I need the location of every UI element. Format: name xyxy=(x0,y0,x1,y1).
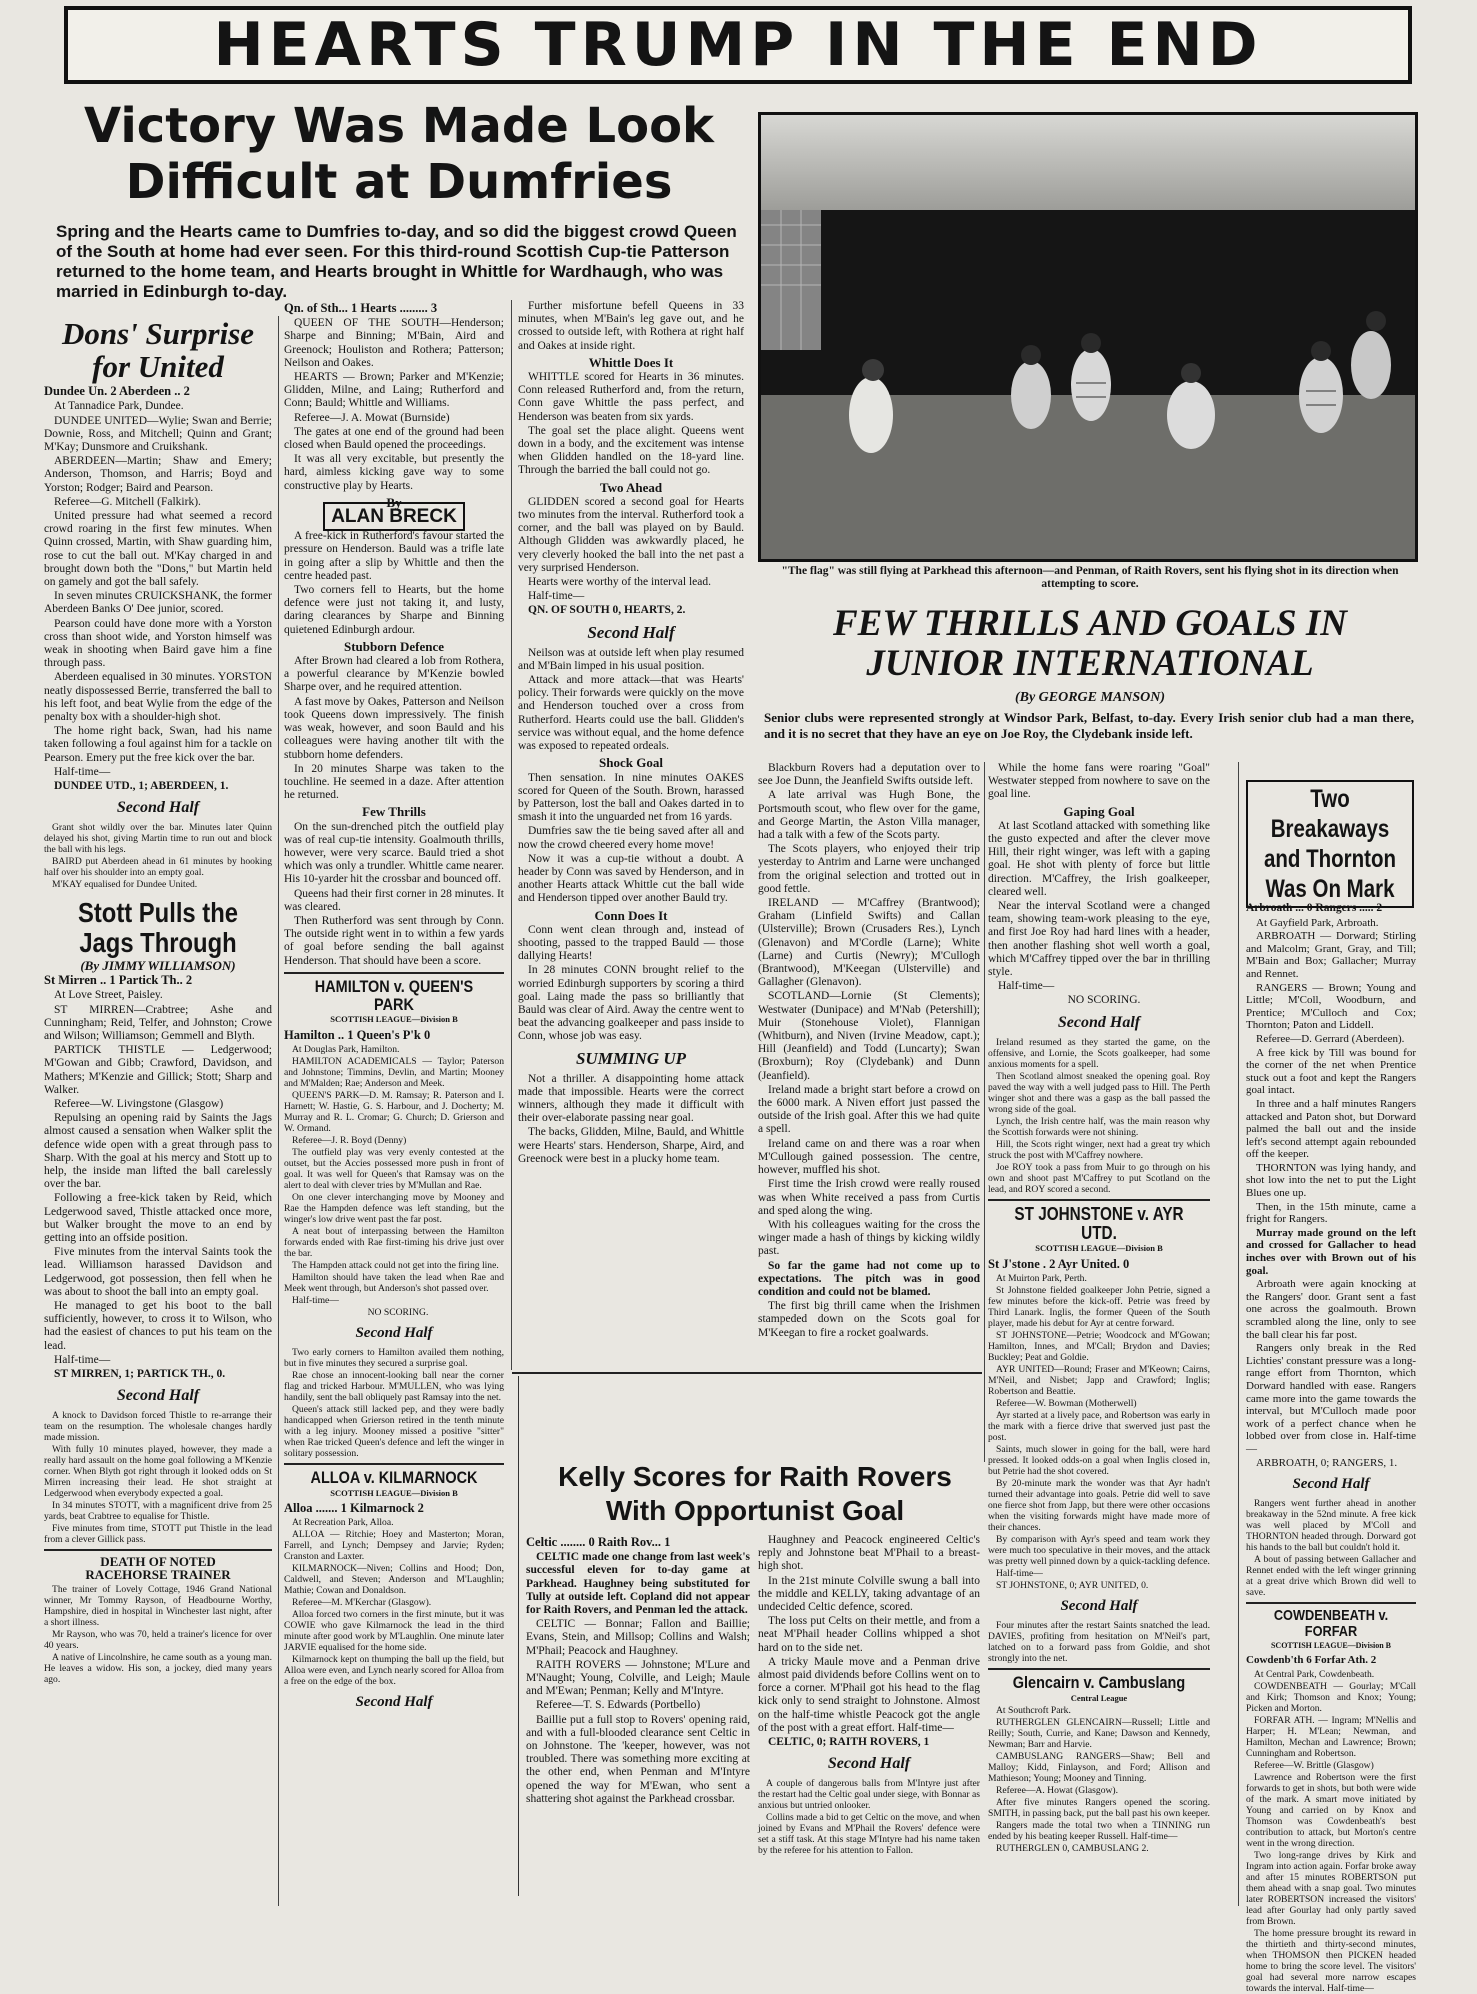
lead-p8: On the sun-drenched pitch the outfield play was of real cup-tie intensity. Goalmouth thrills, however, were very scarce. Bauld tried a shot which was only a trundler. Whittle came nearer. His 10-yarder hit the crossbar and bounced off. xyxy=(284,820,504,886)
kelly-column-2 xyxy=(758,1534,980,1906)
column-rule xyxy=(278,316,279,1906)
hamilton-p1: At Douglas Park, Hamilton. xyxy=(292,1043,400,1055)
johnstone-p3: ST JOHNSTONE—Petrie; Woodcock and M'Gowan; Hamilton, Innes, and M'Call; Brydon and Davies; Buckley; Peat and Goldie. xyxy=(988,1329,1210,1363)
lead-author: ALAN BRECK xyxy=(323,502,465,531)
breakaways-p5: A free kick by Till was bound for the corner of the net when Prentice stuck out a foot and kept the Rangers goal intact. xyxy=(1246,1046,1416,1097)
alloa-p1: At Recreation Park, Alloa. xyxy=(292,1517,394,1529)
lead-subhead-stubborn: Stubborn Defence xyxy=(343,638,445,654)
cowdenbeath-p2: COWDENBEATH — Gourlay; M'Call and Kirk; Thomson and Knox; Young; Picken and Morton. xyxy=(1246,1680,1416,1714)
lead-p18: Neilson was at outside left when play resumed and M'Bain limped in his usual position. xyxy=(518,646,744,672)
breakaways-headline-line-3: Was On Mark xyxy=(1265,875,1395,903)
divider xyxy=(988,1668,1210,1670)
junior-p10: So far the game had not come up to expectations. The pitch was in good condition and could not be blamed. xyxy=(758,1259,980,1298)
column-2 xyxy=(284,300,504,1906)
stott-headline-line-1: Stott Pulls the xyxy=(77,897,238,929)
johnstone-p6: Ayr started at a lively pace, and Robertson was early in the mark with a fierce drive that swerved just past the post. xyxy=(988,1409,1210,1443)
breakaways-p12: ARBROATH, 0; RANGERS, 1. xyxy=(1256,1456,1398,1469)
stott-subhead: Second Half xyxy=(116,1387,200,1405)
johnstone-p4: AYR UNITED—Round; Fraser and M'Keown; Cairns, M'Neil, and Nisbet; Japp and Crawford; Inglis; Robertson and Beattie. xyxy=(988,1363,1210,1397)
alloa-p5: Alloa forced two corners in the first minute, but it was COWIE who gave Kilmarnock the lead in the third minute after good work by M'Laughlin. One minute later JARVIE equalised for the home side. xyxy=(284,1609,504,1654)
glencairn-p2: RUTHERGLEN GLENCAIRN—Russell; Little and Reilly; South, Currie, and Kane; Dawson and Kennedy, Newman; Barr and Harvie. xyxy=(988,1716,1210,1750)
junior-p21: Joe ROY took a pass from Muir to go through on his own and shoot past M'Caffrey to put Scotland on the lead, and ROY scored a second. xyxy=(988,1161,1210,1195)
hamilton-p8: The Hampden attack could not get into the firing line. xyxy=(292,1259,499,1271)
stott-p9: Half-time— xyxy=(54,1353,111,1366)
breakaways-p3: RANGERS — Brown; Young and Little; M'Coll, Woodburn, and Prentice; M'Culloch and Cox; Thornton; Paton and Liddell. xyxy=(1246,981,1416,1032)
lead-p26: The backs, Glidden, Milne, Bauld, and Whittle were Hearts' stars. Henderson, Sharpe, Aird, and Greenock were best in a plucky home team. xyxy=(518,1126,744,1165)
stott-p10: ST MIRREN, 1; PARTICK TH., 0. xyxy=(54,1368,226,1381)
hamilton-p6: On one clever interchanging move by Mooney and Rae the Hampden defence was left standing, but the winger's low drive went past the far post. xyxy=(284,1191,504,1225)
lead-p4: Two corners fell to Hearts, but the home defence were just not taking it, and lusty, daring clearances by Sharpe and Binning quietened Edinburgh ardour. xyxy=(284,584,504,636)
stott-p11: A knock to Davidson forced Thistle to re-arrange their team on the resumption. The wholesale changes hardly made mission. xyxy=(44,1410,272,1444)
lead-p17: QN. OF SOUTH 0, HEARTS, 2. xyxy=(528,604,686,617)
kelly-headline xyxy=(520,1460,990,1528)
hamilton-p11: NO SCORING. xyxy=(367,1306,429,1318)
breakaways-p13: Rangers went further ahead in another breakaway in the 52nd minute. A free kick was well placed by M'Coll and THORNTON headed through. Dorward got his hands to the ball but couldn't hold it. xyxy=(1246,1498,1416,1554)
lead-p3: A free-kick in Rutherford's favour started the pressure on Henderson. Bauld was a trifle late in going after a slip by Whittle and then the centre headed past. xyxy=(284,530,504,582)
stott-p2: ST MIRREN—Crabtree; Ashe and Cunningham; Reid, Telfer, and Johnston; Crowe and Wilson; Williamson; Gemmell and Blyth. xyxy=(44,1003,272,1042)
lead-subhead-summing: SUMMING UP xyxy=(575,1048,687,1068)
junior-p17: Ireland resumed as they started the game, on the offensive, and Lornie, the Scots goalkeeper, had some anxious moments for a spell. xyxy=(988,1036,1210,1070)
junior-p2: A late arrival was Hugh Bone, the Portsmouth scout, who flew over for the game, and George Martin, the Aston Villa manager, had a talk with a few of the Scots party. xyxy=(758,789,980,842)
dons-p11: DUNDEE UTD., 1; ABERDEEN, 1. xyxy=(54,779,229,792)
stott-p8: He managed to get his boot to the ball sufficiently, however, to cross it to Wilson, who had the easiest of chances to put his team on the lead. xyxy=(44,1300,272,1352)
alloa-subhead: Second Half xyxy=(355,1694,433,1711)
stott-p7: Five minutes from the interval Saints took the lead. Williamson harassed Davidson and Ledgerwood, got possession, then fell when he was about to shoot the ball into an empty goal. xyxy=(44,1246,272,1298)
breakaways-p4: Referee—D. Gerrard (Aberdeen). xyxy=(1256,1032,1405,1045)
junior-p14: Near the interval Scotland were a changed team, showing team-work pleasing to the eye, and first Joe Roy had hard lines with a header, then another flashing shot well worth a goal, which M'Caffrey tipped over the bar in thrilling style. xyxy=(988,900,1210,979)
lead-p12: WHITTLE scored for Hearts in 36 minutes. Conn released Rutherford and, from the return, Conn gave Whittle the pass perfect, and Henderson was beaten from six yards. xyxy=(518,371,744,423)
lead-p9: Queens had their first corner in 28 minutes. It was cleared. xyxy=(284,887,504,913)
kelly-column-1 xyxy=(526,1534,750,1906)
glencairn-p3: CAMBUSLANG RANGERS—Shaw; Bell and Malloy; Kidd, Finlayson, and Ford; Allison and Mathieson; Young; Mooney and Tinning. xyxy=(988,1750,1210,1784)
lead-p10: Then Rutherford was sent through by Conn. The outside right went in to within a few yards of goal before sending the ball against Henderson. That should have been a score. xyxy=(284,914,504,967)
breakaways-p9: Murray made ground on the left and crossed for Gallacher to head inches over with Brown out of his goal. xyxy=(1246,1226,1416,1277)
dons-score: Dundee Un. 2 Aberdeen .. 2 xyxy=(44,384,190,399)
junior-p3: The Scots players, who enjoyed their trip yesterday to Antrim and Larne were unchanged from the original selection and trotted out in good fettle. xyxy=(758,843,980,895)
kelly-p12: Collins made a bid to get Celtic on the move, and when joined by Evans and M'Phail the Rovers' defence were set a stiff task. At this stage M'Intyre had his name taken by the referee for his attention to Fallon. xyxy=(758,1812,980,1857)
stott-p5: Repulsing an opening raid by Saints the Jags almost caused a sensation when Walker split the defence wide open with a great through pass to Sharp. With the goal at his mercy and Stott up to help, the inside man lifted the ball carelessly over the bar. xyxy=(44,1112,272,1191)
column-rule xyxy=(511,300,512,1370)
column-rule xyxy=(518,1376,519,1896)
lead-subhead-conn: Conn Does It xyxy=(594,907,668,923)
column-3 xyxy=(518,300,744,1370)
kelly-subhead: Second Half xyxy=(827,1755,911,1773)
dons-p12: Grant shot wildly over the bar. Minutes later Quinn delayed his shot, giving Martin time to run out and block the ball with his legs. xyxy=(44,822,272,856)
lead-p1: The gates at one end of the ground had been closed when Bauld opened the proceedings. xyxy=(284,425,504,452)
column-6 xyxy=(1246,900,1416,1994)
lead-p11: Further misfortune befell Queens in 33 minutes, when M'Bain's leg gave out, and he crossed to outside left, with Rothera at right half and Oakes at inside right. xyxy=(518,300,744,352)
johnstone-p9: By comparison with Ayr's speed and team work they were much too speculative in their moves, and the attack was pretty well pinned down by a quick-tackling defence. xyxy=(988,1533,1210,1567)
column-4 xyxy=(758,762,980,1462)
glencairn-p6: Rangers made the total two when a TINNING run ended by his beating keeper Russell. Half-time— xyxy=(988,1819,1210,1842)
stott-p3: PARTICK THISTLE — Ledgerwood; M'Gowan and Gibb; Crawford, Davidson, and Mathers; M'Kenzie and Gillick; Stott; Sharp and Walker. xyxy=(44,1044,272,1096)
hamilton-p12: Two early corners to Hamilton availed them nothing, but in five minutes they secured a surprise goal. xyxy=(284,1346,504,1369)
junior-p18: Then Scotland almost sneaked the opening goal. Roy paved the way with a well judged pass to Hill. The Perth winger shot and there was a gasp as the ball passed the wrong side of the goal. xyxy=(988,1070,1210,1115)
lead-p6: A fast move by Oakes, Patterson and Neilson took Queens down impressively. The finish was weak, however, and soon Bauld and his colleagues were having another tilt with the stubborn home defenders. xyxy=(284,695,504,761)
death-p1: The trainer of Lovely Cottage, 1946 Grand National winner, Mr Tommy Rayson, of Headbourne Worthy, Hampshire, died in hospital in Winchester last night, after a short illness. xyxy=(44,1583,272,1628)
lead-subhead-second: Second Half xyxy=(587,622,675,642)
junior-p1: Blackburn Rovers had a deputation over to see Joe Dunn, the Jeanfield Swifts outside left. xyxy=(758,762,980,788)
alloa-p6: Kilmarnock kept on thumping the ball up the field, but Alloa were even, and Lynch nearly scored for Alloa from a free on the edge of the box. xyxy=(284,1654,504,1688)
stott-score: St Mirren .. 1 Partick Th.. 2 xyxy=(44,973,193,988)
dons-p2: DUNDEE UNITED—Wylie; Swan and Berrie; Downie, Ross, and Mitchell; Quinn and Grant; M'Kay; Dunsmore and Cruikshank. xyxy=(44,414,272,453)
junior-p9: With his colleagues waiting for the cross the winger made a hash of things by kicking wildly past. xyxy=(758,1218,980,1258)
section-rule xyxy=(512,1372,982,1374)
junior-p11: The first big thrill came when the Irishmen stampeded down on the Scots goal for M'Keegan to fire a rocket goalwards. xyxy=(758,1300,980,1339)
column-5 xyxy=(988,762,1210,1906)
death-headline-line-1: DEATH OF NOTED xyxy=(100,1554,216,1570)
death-p2: Mr Rayson, who was 70, held a trainer's licence for over 40 years. xyxy=(44,1628,272,1651)
johnstone-p10: Half-time— xyxy=(996,1567,1043,1579)
dons-p5: United pressure had what seemed a record crowd roaring in the first few minutes. When Quinn crossed, Martin, with Shaw guarding him, rose to cut the ball out. M'Kay charged in and brought down both the "Dons," but Martin held on gamely and got the ball safely. xyxy=(44,509,272,588)
divider xyxy=(284,1463,504,1465)
cowdenbeath-league: SCOTTISH LEAGUE—Division B xyxy=(1270,1640,1392,1650)
dons-p6: In seven minutes CRUICKSHANK, the former Aberdeen Banks O' Dee junior, scored. xyxy=(44,590,272,616)
hamilton-league: SCOTTISH LEAGUE—Division B xyxy=(330,1014,458,1025)
junior-subhead-gaping: Gaping Goal xyxy=(1063,803,1135,819)
johnstone-p5: Referee—W. Bowman (Motherwell) xyxy=(996,1397,1137,1409)
column-rule xyxy=(984,762,985,1462)
kelly-p10: CELTIC, 0; RAITH ROVERS, 1 xyxy=(768,1736,930,1749)
johnstone-p11: ST JOHNSTONE, 0; AYR UNITED, 0. xyxy=(996,1579,1149,1591)
alloa-p2: ALLOA — Ritchie; Hoey and Masterton; Moran, Farrell, and Lynch; Dempsey and Jarvie; Ryden; Cranston and Laxter. xyxy=(284,1529,504,1563)
lead-p24: In 28 minutes CONN brought relief to the worried Edinburgh supporters by scoring a third goal. Laing made the pass so brilliantly that Bauld was clear of Aird. Away the centre went to beat the advancing goalkeeper and pass inside to Conn, whose job was easy. xyxy=(518,964,744,1043)
johnstone-subhead: Second Half xyxy=(1060,1597,1138,1614)
junior-headline-line-1: FEW THRILLS AND GOALS IN xyxy=(833,603,1347,644)
cowdenbeath-p5: Lawrence and Robertson were the first forwards to get in shots, but both were wide of the mark. A smart move initiated by Young and carried on by Knox and Thomson was Cowdenbeath's best contribution to attack, but Morton's centre went in the wrong direction. xyxy=(1246,1771,1416,1849)
stott-p1: At Love Street, Paisley. xyxy=(54,989,163,1002)
lead-teams: QUEEN OF THE SOUTH—Henderson; Sharpe and Binning; M'Bain, Aird and Greenock; Houliston and Rothera; Patterson; Neilson and Oakes. xyxy=(284,317,504,369)
hamilton-p14: Queen's attack still lacked pep, and they were badly handicapped when Grierson retired in the tenth minute with a leg injury. Mooney missed a positive "sitter" when Rae tricked Queen's defence and left the winger in solitary possession. xyxy=(284,1403,504,1459)
kelly-p1: CELTIC made one change from last week's successful eleven for to-day game at Parkhead. Haughney being substituted for Tully at outside left. Copland did not appear for Raith Rovers, and Penman led the attack. xyxy=(526,1551,750,1617)
dons-p9: The home right back, Swan, had his name taken following a foul against him for a tackle on Pearson. Emery put the free kick over the bar. xyxy=(44,725,272,764)
cowdenbeath-p3: FORFAR ATH. — Ingram; M'Nellis and Harper; H. M'Lean; Newman, and Hamilton, Mechan and Lawrence; Brown; Cunningham and Robertson. xyxy=(1246,1714,1416,1759)
lead-p21: Dumfries saw the tie being saved after all and now the crowd cheered every home move! xyxy=(518,825,744,851)
junior-p7: Ireland came on and there was a roar when M'Cullough gained possession. The centre, however, muffled his shot. xyxy=(758,1137,980,1177)
divider xyxy=(988,1199,1210,1201)
kelly-p6: Haughney and Peacock engineered Celtic's reply and Johnstone beat M'Phail to a breast-high shot. xyxy=(758,1534,980,1573)
hamilton-p4: Referee—J. R. Boyd (Denny) xyxy=(292,1134,407,1146)
lead-p15: Hearts were worthy of the interval lead. xyxy=(528,576,711,589)
hamilton-p7: A neat bout of interpassing between the Hamilton forwards ended with Rae first-timing his drive just over the bar. xyxy=(284,1225,504,1259)
dons-headline xyxy=(44,318,272,383)
divider xyxy=(284,972,504,974)
hamilton-headline: HAMILTON v. QUEEN'S PARK xyxy=(314,976,474,1014)
lead-deck: Spring and the Hearts came to Dumfries to-day, and so did the biggest crowd Queen of the South at home had ever seen. For this third-round Scottish Cup-tie Patterson returned to the home team, and Hearts brought in Whittle for Wardhaugh, who was married in Edinburgh to-day. xyxy=(56,222,737,301)
stott-p4: Referee—W. Livingstone (Glasgow) xyxy=(54,1098,224,1110)
breakaways-headline xyxy=(1263,784,1397,904)
hamilton-p10: Half-time— xyxy=(292,1294,339,1306)
lead-teams2: HEARTS — Brown; Parker and M'Kenzie; Glidden, Milne, and Laing; Rutherford and Conn; Bauld; Whittle and Williams. xyxy=(284,371,504,410)
lead-referee: Referee—J. A. Mowat (Burnside) xyxy=(294,411,450,424)
johnstone-p8: By 20-minute mark the wonder was that Ayr hadn't turned their advantage into goals. Petrie did well to save one fierce shot from Japp, but there were other occasions when the visiting forwards might have made more of their chances. xyxy=(988,1477,1210,1533)
kelly-p4: Referee—T. S. Edwards (Portbello) xyxy=(536,1699,701,1712)
lead-p13: The goal set the place alight. Queens went down in a body, and the excitement was intense when Glidden handled on the 18-yard line. Through the barried the ball could not go. xyxy=(518,424,744,477)
johnstone-p12: Four minutes after the restart Saints snatched the lead. DAVIES, profiting from hesitation on M'Neil's part, latched on to a forward pass from Goldie, and shot strongly into the net. xyxy=(988,1619,1210,1664)
column-rule xyxy=(1238,762,1239,1906)
alloa-headline: ALLOA v. KILMARNOCK xyxy=(310,1467,478,1487)
lead-headline-line-2: Difficult at Dumfries xyxy=(125,154,673,210)
breakaways-p8: Then, in the 15th minute, came a fright for Rangers. xyxy=(1246,1200,1416,1226)
breakaways-p6: In three and a half minutes Rangers attacked and Paton shot, but Dorward palmed the ball out and the inside left's second attempt again rebounded off the keeper. xyxy=(1246,1097,1416,1161)
johnstone-score: St J'stone . 2 Ayr United. 0 xyxy=(988,1256,1130,1271)
hamilton-p5: The outfield play was very evenly contested at the outset, but the Accies possessed more push in front of goal. It was well for Queen's that Ramsay was on the alert to deal with clever tries by M'Mullan and Rae. xyxy=(284,1146,504,1191)
dons-p3: ABERDEEN—Martin; Shaw and Emery; Anderson, Thomson, and Harris; Boyd and Yorston; Rodger; Baird and Pearson. xyxy=(44,455,272,494)
kelly-p5: Baillie put a full stop to Rovers' opening raid, and with a full-blooded clearance sent Celtic in on Johnstone. The 'keeper, however, was not troubled. There was something more exciting at the other end, when Penman and M'Intyre opened the way for M'Ewan, who sent a shattering shot against the Parkhead crossbar. xyxy=(526,1713,750,1805)
alloa-league: SCOTTISH LEAGUE—Division B xyxy=(330,1487,458,1498)
breakaways-headline-line-2: and Thornton xyxy=(1263,845,1397,873)
breakaways-p2: ARBROATH — Dorward; Stirling and Malcolm; Grant, Gray, and Till; M'Bain and Box; Gallacher; Murray and Rennet. xyxy=(1246,930,1416,980)
junior-p19: Lynch, the Irish centre half, was the main reason why the Scottish forwards were not shining. xyxy=(988,1115,1210,1138)
glencairn-headline: Glencairn v. Cambuslang xyxy=(1012,1672,1186,1692)
alloa-score: Alloa ....... 1 Kilmarnock 2 xyxy=(284,1500,424,1515)
kelly-score: Celtic ........ 0 Raith Rov... 1 xyxy=(526,1535,671,1549)
hamilton-score: Hamilton .. 1 Queen's P'k 0 xyxy=(284,1027,431,1042)
junior-p8: First time the Irish crowd were really roused was when White received a pass from Curtis and sped along the wing. xyxy=(758,1178,980,1217)
cowdenbeath-p4: Referee—W. Brittle (Glasgow) xyxy=(1254,1759,1374,1771)
stott-p13: In 34 minutes STOTT, with a magnificent drive from 25 yards, beat Crabtree to equalise for Thistle. xyxy=(44,1500,272,1523)
dons-p4: Referee—G. Mitchell (Falkirk). xyxy=(54,495,201,508)
glencairn-league: Central League xyxy=(1070,1692,1128,1703)
junior-p6: Ireland made a bright start before a crowd on the 6000 mark. A Niven effort just passed the outside of the Irish goal. After this we had quite a spell. xyxy=(758,1083,980,1136)
breakaways-score: Arbroath ... 0 Rangers ..... 2 xyxy=(1246,902,1383,914)
lead-subhead-twoahead: Two Ahead xyxy=(599,479,663,495)
lead-subhead-whittle: Whittle Does It xyxy=(588,354,674,370)
dons-p14: M'KAY equalised for Dundee United. xyxy=(52,879,198,891)
junior-deck: Senior clubs were represented strongly at Windsor Park, Belfast, to-day. Every Irish senior club had a man there, and it is no secret that they have an eye on Joe Roy, the Clydebank inside left. xyxy=(764,710,1414,741)
lead-headline xyxy=(44,98,754,210)
junior-p15: Half-time— xyxy=(998,980,1055,993)
junior-p4: IRELAND — M'Caffrey (Brantwood); Graham (Linfield Swifts) and Callan (Ulsterville); Brown (Crusaders Res.), Lynch (Glenavon) and M'Cordle (Larne); White (Larne) and Curtis (Newry); M'Cullogh (Brantwood), M'Keegan (Ulsterville) and Gallagher (Glenavon). xyxy=(758,897,980,989)
stott-p12: With fully 10 minutes played, however, they made a really hard assault on the home goal following a M'Kenzie corner. When Blyth got right through it looked odds on St Mirren increasing their lead. He shot straight at Ledgerwood when everybody expected a goal. xyxy=(44,1444,272,1500)
lead-p2: It was all very excitable, but presently the hard, aimless kicking gave way to some constructive play by Hearts. xyxy=(284,453,504,492)
kelly-p7: In the 21st minute Colville swung a ball into the middle and KELLY, taking advantage of an undecided Celtic defence, scored. xyxy=(758,1574,980,1614)
divider xyxy=(1246,1602,1416,1604)
stott-p6: Following a free-kick taken by Reid, which Ledgerwood saved, Thistle attacked once more, but Walker brought the move to an end by getting into an offside position. xyxy=(44,1192,272,1245)
kelly-p2: CELTIC — Bonnar; Fallon and Baillie; Evans, Stein, and Millsop; Collins and Walsh; M'Phail; Peacock and Haughney. xyxy=(526,1618,750,1657)
glencairn-p4: Referee—A. Howat (Glasgow). xyxy=(996,1784,1119,1796)
lead-p7: In 20 minutes Sharpe was taken to the touchline. He seemed in a daze. After attention he returned. xyxy=(284,762,504,802)
junior-p12: While the home fans were roaring "Goal" Westwater stepped from nowhere to save on the goal line. xyxy=(988,762,1210,801)
johnstone-headline: ST JOHNSTONE v. AYR UTD. xyxy=(1014,1203,1184,1243)
cowdenbeath-p1: At Central Park, Cowdenbeath. xyxy=(1254,1668,1375,1680)
glencairn-p1: At Southcroft Park. xyxy=(996,1704,1071,1716)
match-photo xyxy=(758,112,1418,562)
kelly-p8: The loss put Celts on their mettle, and from a neat M'Phail header Collins whipped a shot hard on to the side net. xyxy=(758,1615,980,1654)
alloa-p3: KILMARNOCK—Niven; Collins and Hood; Don, Caldwell, and Steven; Anderson and M'Laughlin; Mathie; Cowan and Donaldson. xyxy=(284,1563,504,1597)
cowdenbeath-p6: Two long-range drives by Kirk and Ingram into action again. Forfar broke away and after 15 minutes ROBERTSON put them ahead with a snap goal. Two minutes later ROBERTSON increased the visitors' lead after Gourlay had only partly saved from Brown. xyxy=(1246,1849,1416,1927)
lead-byline: By xyxy=(386,494,402,510)
divider xyxy=(44,1549,272,1551)
breakaways-subhead: Second Half xyxy=(1292,1476,1370,1493)
dons-p7: Pearson could have done more with a Yorston cross than shoot wide, and Yorston himself was weak in shooting when Baird gave him a fine through pass. xyxy=(44,617,272,670)
lead-p23: Conn went clean through and, instead of shooting, passed to the trapped Bauld — those dallying Hearts! xyxy=(518,923,744,963)
death-p3: A native of Lincolnshire, he came south as a young man. He leaves a widow. His son, a jockey, died many years ago. xyxy=(44,1651,272,1685)
kelly-p3: RAITH ROVERS — Johnstone; M'Lure and M'Naught; Young, Colville, and Leigh; Maule and M'Ewan; Penman; Kelly and M'Intyre. xyxy=(526,1658,750,1698)
junior-p13: At last Scotland attacked with something like the gusto expected and after the clever move Hill, their right winger, was left with a gaping goal. He shot with plenty of force but little direction. M'Caffrey, the Irish goalkeeper, cleared well. xyxy=(988,819,1210,898)
kelly-p11: A couple of dangerous balls from M'Intyre just after the restart had the Celtic goal under siege, with Bonnar as anxious but untried onlooker. xyxy=(758,1778,980,1812)
dons-p1: At Tannadice Park, Dundee. xyxy=(54,400,184,413)
dons-p10: Half-time— xyxy=(54,765,111,778)
hamilton-p13: Rae chose an innocent-looking ball near the corner flag and tricked Harbour. M'MULLEN, who was lying handily, sent the ball obliquely past Ramsay into the net. xyxy=(284,1369,504,1403)
hamilton-subhead: Second Half xyxy=(355,1324,433,1341)
dons-p8: Aberdeen equalised in 30 minutes. YORSTON neatly dispossessed Berrie, transferred the ball to his left foot, and beat Wylie from the edge of the penalty box with a shoulder-high shot. xyxy=(44,671,272,723)
glencairn-p7: RUTHERGLEN 0, CAMBUSLANG 2. xyxy=(996,1842,1149,1854)
alloa-p4: Referee—M. M'Kerchar (Glasgow). xyxy=(292,1597,432,1609)
johnstone-p7: Saints, much slower in going for the ball, were hard pressed. It looked odds-on a goal when Inglis closed in, but Petrie had the shot covered. xyxy=(988,1443,1210,1477)
breakaways-p7: THORNTON was lying handy, and shot low into the net to put the Light Blues one up. xyxy=(1246,1161,1416,1200)
lead-p16: Half-time— xyxy=(528,590,585,603)
breakaways-headline-box xyxy=(1246,780,1414,908)
breakaways-p11: Rangers only break in the Red Lichties' constant pressure was a long-range effort from Thornton, which Dorward handled with ease. Rangers came more into the game towards the interval, but M'Culloch made poor work of a perfect chance when he lobbed over from close in. Half-time— xyxy=(1246,1342,1416,1455)
lead-p20: Then sensation. In nine minutes OAKES scored for Queen of the South. Brown, harassed by Patterson, lost the ball and Oakes darted in to smash it into the unguarded net from 16 yards. xyxy=(518,771,744,824)
stott-headline xyxy=(61,898,255,957)
junior-p5: SCOTLAND—Lornie (St Clements); Westwater (Dunipace) and M'Nab (Petershill); Muir (Stonehouse Violet), Flannigan (Whitburn), and Niven (Irvine Meadow, capt.); Hill (Jeanfield) and Todd (Luncarty); Swan (Broxburn); Roy (Clydebank) and Dunn (Jeanfield). xyxy=(758,990,980,1082)
junior-p16: NO SCORING. xyxy=(1067,994,1141,1007)
lead-subhead-fewthrills: Few Thrills xyxy=(362,804,426,820)
lead-p25: Not a thriller. A disappointing home attack made that impossible. Hearts were the correct winners, although they made it difficult with their over-elaborate passing near goal. xyxy=(518,1072,744,1125)
death-headline-line-2: RACEHORSE TRAINER xyxy=(85,1567,231,1583)
lead-p14: GLIDDEN scored a second goal for Hearts two minutes from the interval. Rutherford took a corner, and the ball was played on by Bauld. Although Glidden was awkwardly placed, he very cleverly hooked the ball into the net past a very surprised Henderson. xyxy=(518,495,744,574)
lead-subhead-shock: Shock Goal xyxy=(599,755,663,771)
johnstone-p2: St Johnstone fielded goalkeeper John Petrie, signed a few minutes before the kick-off. Petrie was freed by Third Lanark. Inglis, the former Queen of the South player, made his debut for Ayr at centre forward. xyxy=(988,1284,1210,1329)
junior-subhead: Second Half xyxy=(1057,1013,1141,1031)
junior-headline xyxy=(760,604,1420,684)
stott-byline: (By JIMMY WILLIAMSON) xyxy=(80,957,236,973)
death-headline xyxy=(44,1555,272,1581)
football-match-image xyxy=(761,115,1415,559)
cowdenbeath-headline: COWDENBEATH v. FORFAR xyxy=(1273,1607,1389,1640)
kelly-p9: A tricky Maule move and a Penman drive almost paid dividends before Collins went on to force a corner. M'Phail got his head to the flag kick only to send straight to Johnstone. Almost on the half-time whistle Peacock got the angle of the post with a great effort. Half-time— xyxy=(758,1655,980,1734)
dons-subhead: Second Half xyxy=(116,799,200,817)
lead-p19: Attack and more attack—that was Hearts' policy. Their forwards were quickly on the move and Henderson touched over a cross from Rutherford. Hearts could use the ball. Glidden's service was without equal, and the home defence was exposed to repeated ordeals. xyxy=(518,674,744,753)
column-1 xyxy=(44,316,272,1906)
banner-headline: HEARTS TRUMP IN THE END xyxy=(64,6,1412,84)
breakaways-p10: Arbroath were again knocking at the Rangers' door. Grant sent a fast one across the goalmouth. Brown scrambled along the line, only to see the ball clear his far post. xyxy=(1246,1278,1416,1341)
lead-score: Qn. of Sth... 1 Hearts ......... 3 xyxy=(284,301,438,315)
kelly-headline-line-2: With Opportunist Goal xyxy=(605,1495,905,1526)
hamilton-p3: QUEEN'S PARK—D. M. Ramsay; R. Paterson and I. Harnett; W. Hastie, G. S. Harbour, and J. Docherty; M. Murray and R. L. Cromar; G. Church; D. Grierson and W. Ormand. xyxy=(284,1089,504,1134)
breakaways-p1: At Gayfield Park, Arbroath. xyxy=(1256,916,1379,929)
dons-p13: BAIRD put Aberdeen ahead in 61 minutes by hooking half over his shoulder into an empty goal. xyxy=(44,856,272,879)
photo-caption: "The flag" was still flying at Parkhead this afternoon—and Penman, of Raith Rovers, sent his flying shot in its direction when attempting to score. xyxy=(781,565,1399,590)
kelly-headline-line-1: Kelly Scores for Raith Rovers xyxy=(558,1461,952,1492)
hamilton-p9: Hamilton should have taken the lead when Rae and Meek went through, but Anderson's shot passed over. xyxy=(284,1271,504,1294)
junior-byline: (By GEORGE MANSON) xyxy=(1014,690,1166,705)
cowdenbeath-p7: The home pressure brought its reward in the thirtieth and thirty-second minutes, when THOMSON then PICKEN headed home to bring the score level. The visitors' goal had several more narrow escapes towards the interval. Half-time— xyxy=(1246,1927,1416,1994)
breakaways-p14: A bout of passing between Gallacher and Rennet ended with the left winger grinning at a great drive which Brown did well to save. xyxy=(1246,1554,1416,1599)
lead-headline-line-1: Victory Was Made Look xyxy=(84,98,714,154)
cowdenbeath-score: Cowdenb'th 6 Forfar Ath. 2 xyxy=(1246,1654,1377,1667)
junior-headline-line-2: JUNIOR INTERNATIONAL xyxy=(866,643,1314,684)
stott-headline-line-2: Jags Through xyxy=(79,926,237,958)
lead-p22: Now it was a cup-tie without a doubt. A header by Conn was saved by Henderson, and in another Hearts attack Whittle cut the ball wide and Henderson tipped over another Bauld try. xyxy=(518,852,744,905)
hamilton-p2: HAMILTON ACADEMICALS — Taylor; Paterson and Johnstone; Timmins, Devlin, and Martin; Mooney and M'Malden; Rae; Anderson and Meek. xyxy=(284,1055,504,1089)
glencairn-p5: After five minutes Rangers opened the scoring. SMITH, in passing back, put the ball past his own keeper. xyxy=(988,1796,1210,1819)
lead-p5: After Brown had cleared a lob from Rothera, a powerful clearance by M'Kenzie bowled Sharpe over, and he required attention. xyxy=(284,655,504,694)
johnstone-p1: At Muirton Park, Perth. xyxy=(996,1272,1087,1284)
junior-p20: Hill, the Scots right winger, next had a great try which struck the post with M'Caffrey nowhere. xyxy=(988,1138,1210,1161)
dons-headline-line-2: for United xyxy=(92,348,224,384)
breakaways-headline-line-1: Two Breakaways xyxy=(1270,785,1390,843)
dons-headline-line-1: Dons' Surprise xyxy=(61,316,255,351)
stott-p14: Five minutes from time, STOTT put Thistle in the lead from a clever Gillick pass. xyxy=(44,1523,272,1546)
johnstone-league: SCOTTISH LEAGUE—Division B xyxy=(1035,1243,1163,1254)
